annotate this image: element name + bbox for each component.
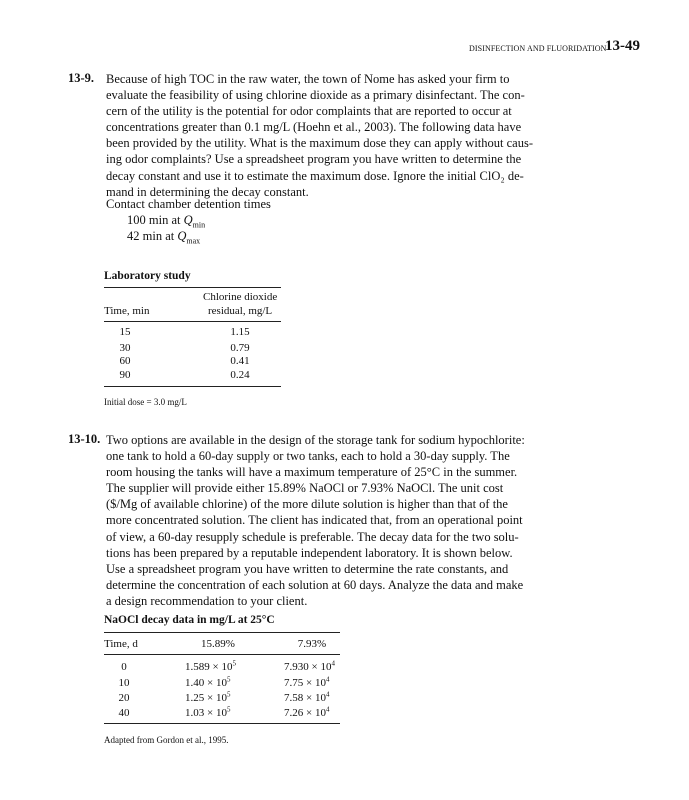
text-line: Because of high TOC in the raw water, the town of Nome has asked your firm to — [106, 72, 510, 86]
problem-13-9-text — [106, 71, 646, 200]
section-title: DISINFECTION AND FLUORIDATION — [469, 44, 607, 53]
lab-table-title: Laboratory study — [104, 270, 191, 282]
text-line: one tank to hold a 60-day supply or two tanks, each to hold a 30-day supply. The — [106, 449, 510, 464]
lab-col2-header-line1: Chlorine dioxide — [203, 291, 278, 303]
problem-13-10-number: 13-10. — [68, 432, 101, 446]
text-line: tions has been prepared by a reputable independent laboratory. It is shown below. — [106, 545, 513, 560]
text-line: cern of the utility is the potential for odor complaints that are reported to occur at — [106, 104, 512, 119]
text-line: room housing the tanks will have a maximum temperature of 25°C in the summer. — [106, 465, 518, 480]
naocl-header-time: Time, d — [104, 638, 138, 650]
table-cell: $7.75 \times 10^4$ — [284, 675, 330, 689]
contact-chamber-heading: Contact chamber detention times — [106, 197, 271, 211]
text-line: determine the concentration of each solution at 60 days. Analyze the data and make — [106, 577, 524, 592]
table-cell: 40 — [118, 707, 130, 719]
lab-table-top-rule — [104, 287, 281, 288]
table-cell: $7.930 \times 10^4$ — [284, 659, 335, 673]
naocl-table-title: NaOCl decay data in mg/L at 25°C — [104, 614, 275, 626]
text-line: a design recommendation to your client. — [106, 593, 308, 608]
table-cell: 1.15 — [230, 326, 250, 338]
table-cell: 30 — [119, 342, 131, 354]
table-cell: $7.26 \times 10^4$ — [284, 705, 330, 719]
naocl-table-bottom-rule — [104, 723, 340, 724]
naocl-table-header-rule — [104, 654, 340, 655]
naocl-header-7-93: 7.93% — [297, 638, 327, 650]
text-line: decay constant and use it to estimate the maximum dose. Ignore the initial ClO₂ de- — [106, 168, 524, 183]
lab-table-note: Initial dose = 3.0 mg/L — [104, 397, 187, 407]
text-line: of view, a 60-day resupply schedule is preferable. The decay data for the two solu- — [106, 529, 519, 544]
table-cell: 20 — [118, 692, 130, 704]
text-line: concentrations greater than 0.1 mg/L (Hoehn et al., 2003). The following data have — [106, 120, 522, 135]
table-cell: 10 — [118, 677, 130, 689]
running-header — [455, 37, 665, 57]
lab-col2-header-line2: residual, mg/L — [208, 305, 273, 317]
table-cell: 15 — [119, 326, 131, 338]
text-line: ing odor complaints? Use a spreadsheet program you have written to determine the — [106, 152, 522, 167]
text-line: Use a spreadsheet program you have written to determine the rate constants, and — [106, 561, 509, 576]
text-line: Two options are available in the design of the storage tank for sodium hypochlorite: — [106, 433, 525, 447]
table-cell: 90 — [119, 369, 131, 381]
page-number: 13-49 — [605, 38, 640, 54]
table-cell: 0.79 — [230, 342, 250, 354]
lab-col1-header: Time, min — [104, 305, 150, 317]
lab-table-bottom-rule — [104, 386, 281, 387]
detention-time-qmax: 42 min at $Q_{max}$ — [127, 229, 201, 246]
naocl-table-note: Adapted from Gordon et al., 1995. — [104, 735, 229, 745]
table-cell: $1.25 \times 10^5$ — [185, 690, 231, 704]
table-cell: 0 — [121, 661, 127, 673]
detention-time-qmin: 100 min at $Q_{min}$ — [127, 213, 206, 230]
text-line: been provided by the utility. What is the maximum dose they can apply without caus- — [106, 136, 533, 151]
table-cell: 60 — [119, 355, 131, 367]
naocl-table-top-rule — [104, 632, 340, 633]
naocl-header-15-89: 15.89% — [201, 638, 235, 650]
text-line: evaluate the feasibility of using chlorine dioxide as a primary disinfectant. The con- — [106, 88, 525, 103]
lab-table-header-rule — [104, 321, 281, 322]
text-line: mand in determining the decay constant. — [106, 184, 309, 199]
text-line: ($/Mg of available chlorine) of the more dilute solution is higher than that of the — [106, 497, 508, 512]
table-cell: $1.40 \times 10^5$ — [185, 675, 231, 689]
table-cell: 0.41 — [230, 355, 250, 367]
table-cell: $1.03 \times 10^5$ — [185, 705, 231, 719]
problem-13-10-text — [106, 432, 646, 609]
text-line: more concentrated solution. The client has indicated that, from an operational point — [106, 513, 523, 528]
table-cell: 0.24 — [230, 369, 250, 381]
problem-13-9-number: 13-9. — [68, 71, 95, 85]
table-cell: $7.58 \times 10^4$ — [284, 690, 330, 704]
text-line: The supplier will provide either 15.89% NaOCl or 7.93% NaOCl. The unit cost — [106, 481, 504, 496]
table-cell: $1.589 \times 10^5$ — [185, 659, 236, 673]
